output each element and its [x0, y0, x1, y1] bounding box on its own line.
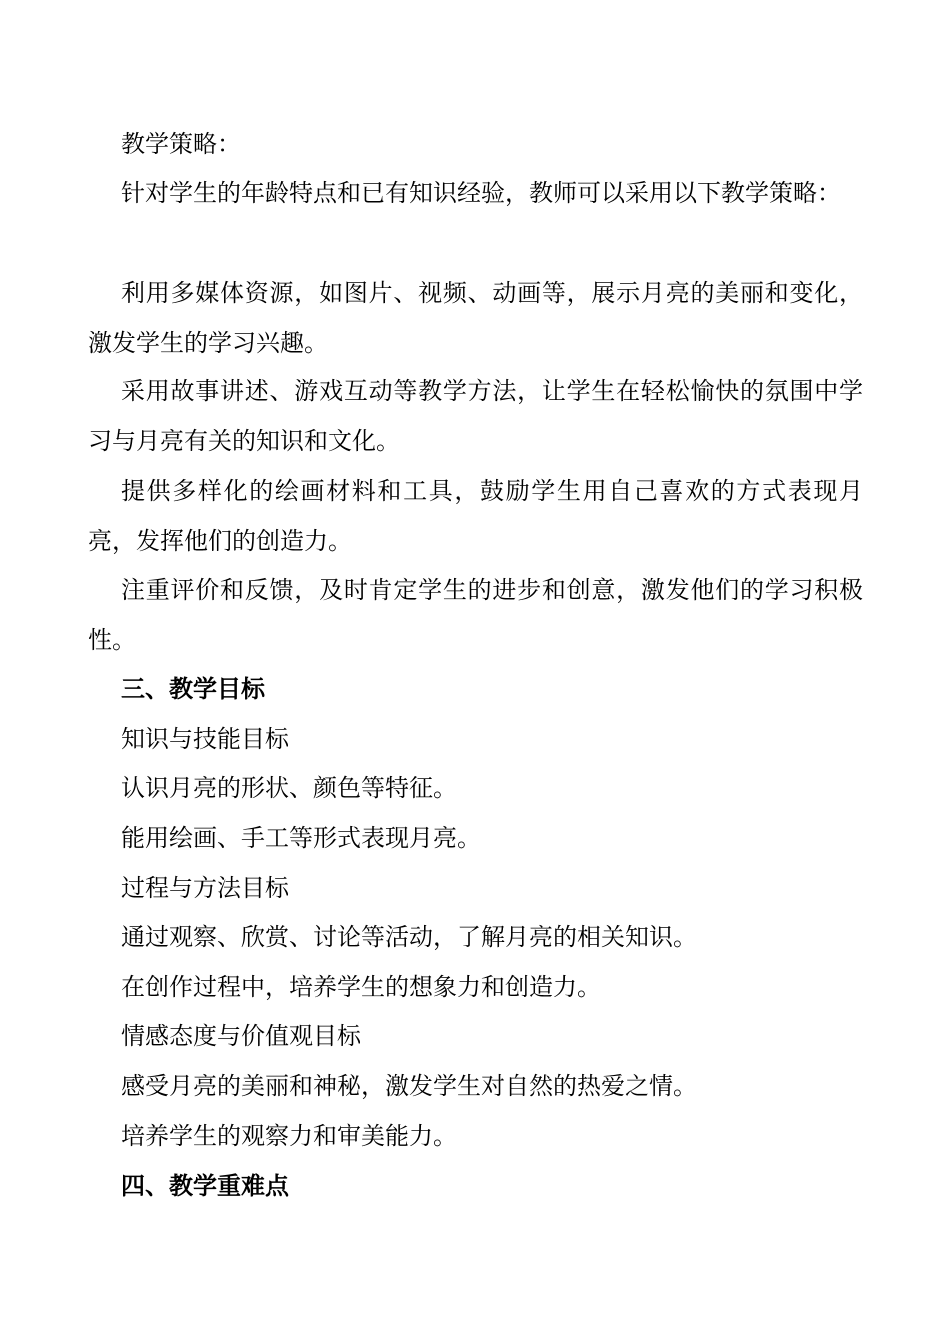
- strategy-paragraph-4: 注重评价和反馈，及时肯定学生的进步和创意，激发他们的学习积极性。: [88, 576, 863, 654]
- goal-emotion-item-2: 培养学生的观察力和审美能力。: [121, 1122, 457, 1150]
- strategy-paragraph-3: 提供多样化的绘画材料和工具，鼓励学生用自己喜欢的方式表现月亮，发挥他们的创造力。: [88, 477, 863, 555]
- strategy-paragraph-2: 采用故事讲述、游戏互动等教学方法，让学生在轻松愉快的氛围中学习与月亮有关的知识和文化。: [88, 377, 863, 455]
- goal-emotion-title: 情感态度与价值观目标: [121, 1022, 361, 1050]
- goal-knowledge-item-1: 认识月亮的形状、颜色等特征。: [121, 774, 457, 802]
- section-4-heading: 四、教学重难点: [121, 1172, 289, 1200]
- goal-emotion-item-1: 感受月亮的美丽和神秘，激发学生对自然的热爱之情。: [121, 1072, 697, 1100]
- goal-knowledge-item-2: 能用绘画、手工等形式表现月亮。: [121, 824, 481, 852]
- goal-knowledge-title: 知识与技能目标: [121, 725, 289, 753]
- goal-process-title: 过程与方法目标: [121, 874, 289, 902]
- strategy-title: 教学策略：: [121, 130, 241, 158]
- strategy-paragraph-1: 利用多媒体资源，如图片、视频、动画等，展示月亮的美丽和变化，激发学生的学习兴趣。: [88, 279, 863, 357]
- goal-process-item-1: 通过观察、欣赏、讨论等活动，了解月亮的相关知识。: [121, 923, 697, 951]
- goal-process-item-2: 在创作过程中，培养学生的想象力和创造力。: [121, 973, 601, 1001]
- strategy-intro-paragraph: 针对学生的年龄特点和已有知识经验，教师可以采用以下教学策略：: [121, 179, 841, 207]
- section-3-heading: 三、教学目标: [121, 675, 265, 703]
